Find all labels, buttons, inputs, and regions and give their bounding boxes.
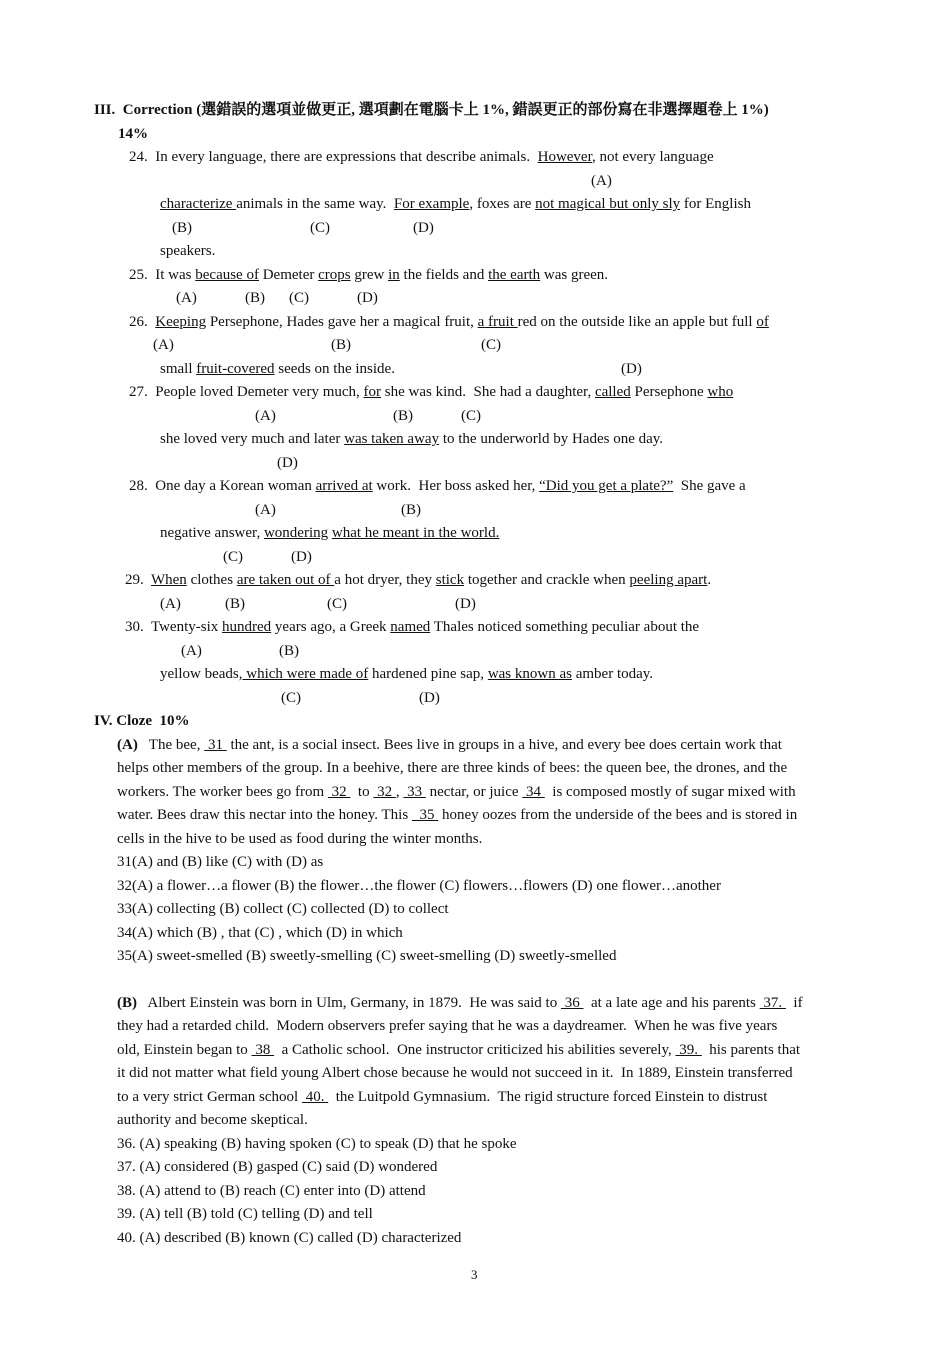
question-27-marker-b: (B)	[393, 408, 413, 424]
cloze-a-line-1: (A) The bee, 31 the ant, is a social insect. Bees live in groups in a hive, and every bee does certain work that	[117, 737, 782, 753]
question-29-marker-d: (D)	[455, 596, 476, 612]
question-26-line-1: 26. Keeping Persephone, Hades gave her a magical fruit, a fruit red on the outside like an apple but full of	[129, 314, 769, 330]
question-24-marker-d: (D)	[413, 220, 434, 236]
question-28-line-2: negative answer, wondering what he meant in the world.	[160, 525, 500, 541]
question-24-marker-c: (C)	[310, 220, 330, 236]
page-number: 3	[471, 1267, 478, 1282]
question-27-marker-c: (C)	[461, 408, 481, 424]
question-29-line-1: 29. When clothes are taken out of a hot dryer, they stick together and crackle when peeling apart.	[125, 572, 712, 588]
cloze-a-line-4: water. Bees draw this nectar into the honey. This 35 honey oozes from the underside of the bees and is stored in	[117, 807, 798, 823]
section-3-heading: III. Correction (選錯誤的選項並做更正, 選項劃在電腦卡上 1%, 錯誤更正的部份寫在非選擇題卷上 1%)	[94, 102, 769, 118]
cloze-a-option-33: 33(A) collecting (B) collect (C) collected (D) to collect	[117, 901, 449, 917]
cloze-b-option-40: 40. (A) described (B) known (C) called (D) characterized	[117, 1230, 462, 1246]
cloze-b-option-36: 36. (A) speaking (B) having spoken (C) to speak (D) that he spoke	[117, 1136, 517, 1152]
cloze-b-option-38: 38. (A) attend to (B) reach (C) enter into (D) attend	[117, 1183, 426, 1199]
question-30-marker-c: (C)	[281, 690, 301, 706]
question-28-marker-d: (D)	[291, 549, 312, 565]
question-24-marker-a: (A)	[591, 173, 612, 189]
section-3-percent: 14%	[118, 126, 148, 142]
question-27-marker-d: (D)	[277, 455, 298, 471]
question-26-marker-a: (A)	[153, 337, 174, 353]
question-30-marker-b: (B)	[279, 643, 299, 659]
question-29-marker-b: (B)	[225, 596, 245, 612]
cloze-a-line-5: cells in the hive to be used as food during the winter months.	[117, 831, 483, 847]
cloze-b-line-4: it did not matter what field young Albert chose because he would not succeed in it. In 1889, Einstein transferred	[117, 1065, 793, 1081]
cloze-b-option-37: 37. (A) considered (B) gasped (C) said (D) wondered	[117, 1159, 438, 1175]
question-26-marker-d: (D)	[621, 361, 642, 377]
cloze-b-line-3: old, Einstein began to 38 a Catholic school. One instructor criticized his abilities severely, 39. his parents that	[117, 1042, 801, 1058]
cloze-a-line-2: helps other members of the group. In a beehive, there are three kinds of bees: the queen bee, the drones, and the	[117, 760, 788, 776]
question-26-marker-c: (C)	[481, 337, 501, 353]
question-29-marker-a: (A)	[160, 596, 181, 612]
question-29-marker-c: (C)	[327, 596, 347, 612]
question-30-marker-a: (A)	[181, 643, 202, 659]
question-24-line-1: 24. In every language, there are expressions that describe animals. However, not every language	[129, 149, 714, 165]
cloze-b-line-2: they had a retarded child. Modern observers prefer saying that he was a daydreamer. When he was five years	[117, 1018, 778, 1034]
question-30-line-1: 30. Twenty-six hundred years ago, a Greek named Thales noticed something peculiar about the	[125, 619, 700, 635]
cloze-b-line-6: authority and become skeptical.	[117, 1112, 308, 1128]
cloze-b-line-1: (B) Albert Einstein was born in Ulm, Germany, in 1879. He was said to 36 at a late age and his parents 37. if	[117, 995, 803, 1011]
question-25-marker-c: (C)	[289, 290, 309, 306]
question-24-line-3: speakers.	[160, 243, 216, 259]
cloze-a-option-31: 31(A) and (B) like (C) with (D) as	[117, 854, 324, 870]
question-27-marker-a: (A)	[255, 408, 276, 424]
question-30-line-2: yellow beads, which were made of hardened pine sap, was known as amber today.	[160, 666, 654, 682]
cloze-a-line-3: workers. The worker bees go from 32 to 32 , 33 nectar, or juice 34 is composed mostly of sugar mixed with	[117, 784, 796, 800]
question-28-marker-c: (C)	[223, 549, 243, 565]
question-25-marker-b: (B)	[245, 290, 265, 306]
question-24-line-2: characterize animals in the same way. For example, foxes are not magical but only sly for English	[160, 196, 751, 212]
cloze-b-option-39: 39. (A) tell (B) told (C) telling (D) and tell	[117, 1206, 373, 1222]
question-28-line-1: 28. One day a Korean woman arrived at work. Her boss asked her, “Did you get a plate?” She gave a	[129, 478, 746, 494]
cloze-b-line-5: to a very strict German school 40. the Luitpold Gymnasium. The rigid structure forced Einstein to distrust	[117, 1089, 768, 1105]
cloze-a-option-35: 35(A) sweet-smelled (B) sweetly-smelling (C) sweet-smelling (D) sweetly-smelled	[117, 948, 617, 964]
question-28-marker-b: (B)	[401, 502, 421, 518]
question-24-marker-b: (B)	[172, 220, 192, 236]
question-30-marker-d: (D)	[419, 690, 440, 706]
question-25-marker-d: (D)	[357, 290, 378, 306]
question-28-marker-a: (A)	[255, 502, 276, 518]
question-27-line-2: she loved very much and later was taken away to the underworld by Hades one day.	[160, 431, 664, 447]
question-25-line-1: 25. It was because of Demeter crops grew in the fields and the earth was green.	[129, 267, 609, 283]
question-26-line-2: small fruit-covered seeds on the inside.	[160, 361, 395, 377]
question-27-line-1: 27. People loved Demeter very much, for she was kind. She had a daughter, called Persephone who	[129, 384, 734, 400]
cloze-a-option-32: 32(A) a flower…a flower (B) the flower…the flower (C) flowers…flowers (D) one flower…another	[117, 878, 721, 894]
question-26-marker-b: (B)	[331, 337, 351, 353]
section-4-heading: IV. Cloze 10%	[94, 713, 190, 729]
cloze-a-option-34: 34(A) which (B) , that (C) , which (D) in which	[117, 925, 403, 941]
question-25-marker-a: (A)	[176, 290, 197, 306]
